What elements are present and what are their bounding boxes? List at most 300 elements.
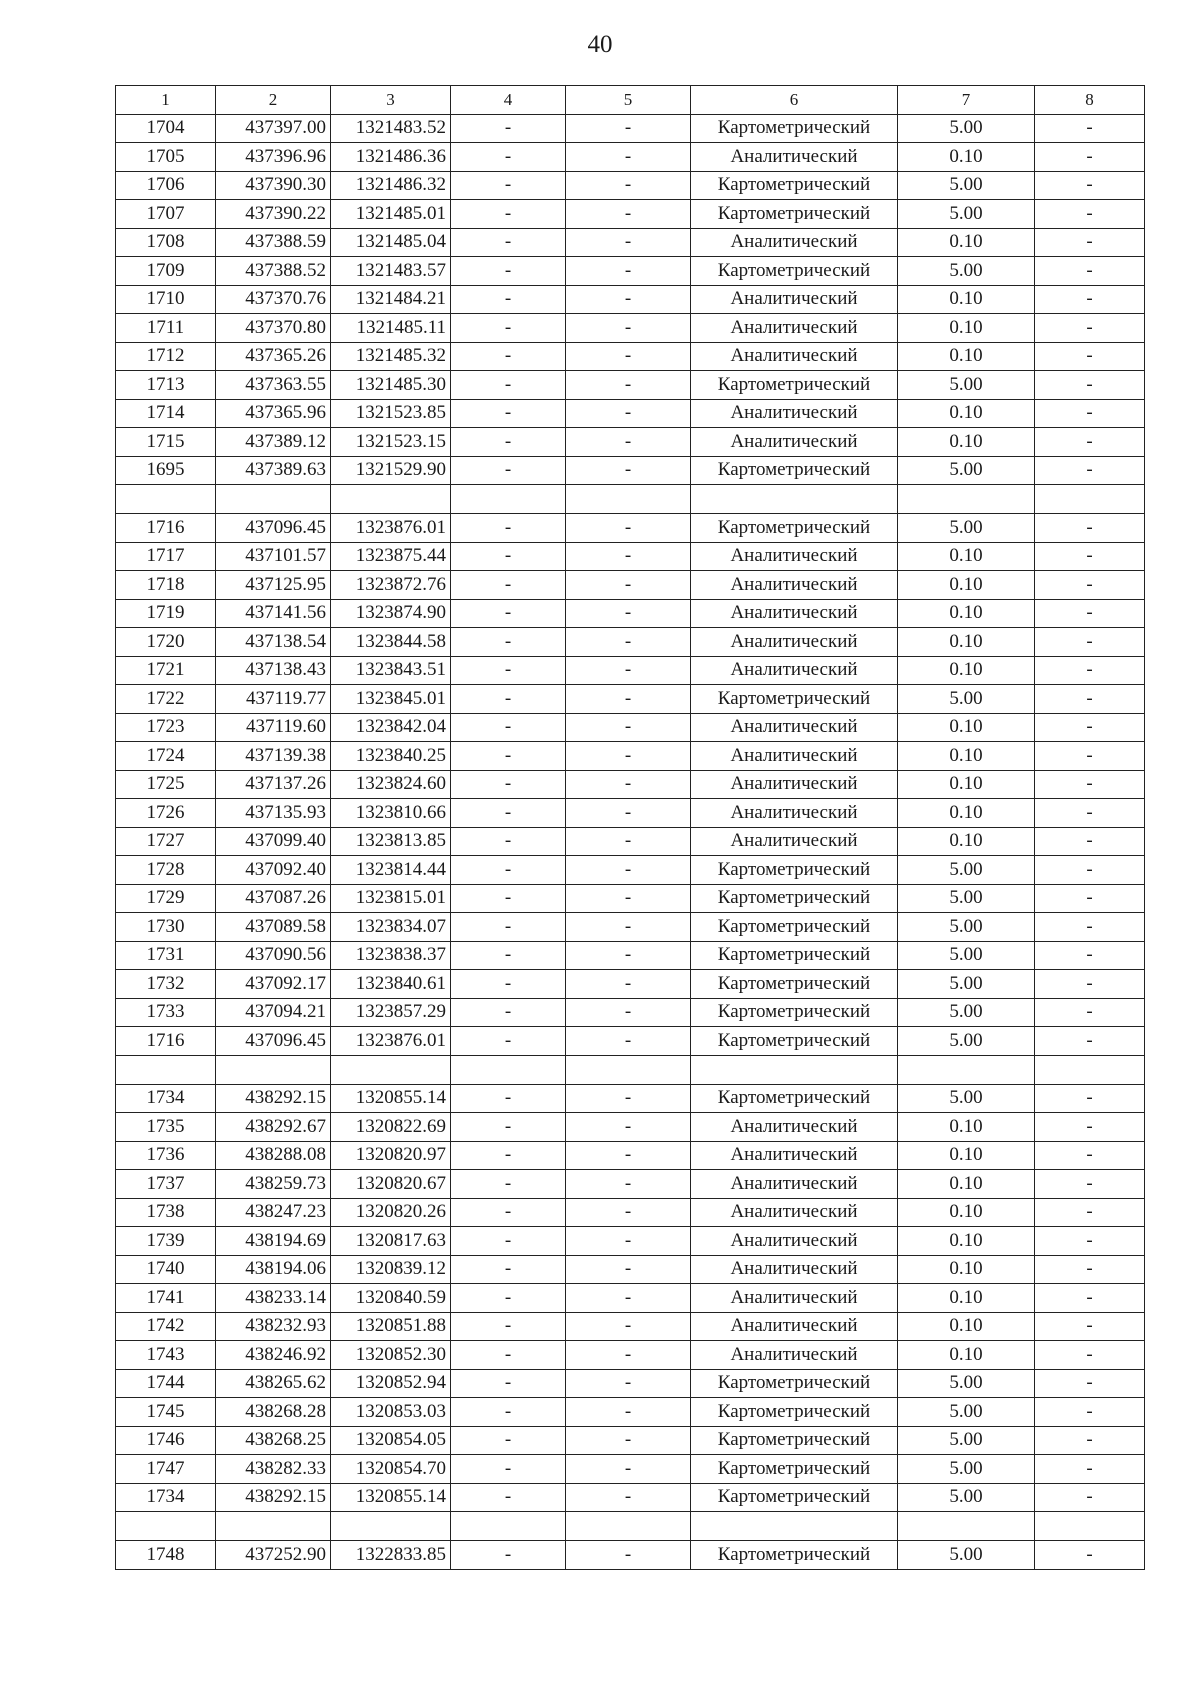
accuracy-cell: 0.10: [898, 571, 1035, 600]
column-8-cell: -: [1035, 200, 1145, 229]
x-coordinate-cell: 438232.93: [216, 1312, 331, 1341]
accuracy-cell: 5.00: [898, 171, 1035, 200]
method-cell: Аналитический: [691, 542, 898, 571]
accuracy-cell: 0.10: [898, 713, 1035, 742]
column-4-cell: -: [451, 1398, 566, 1427]
column-5-cell: -: [566, 656, 691, 685]
point-number-cell: 1737: [116, 1170, 216, 1199]
point-number-cell: 1717: [116, 542, 216, 571]
method-cell: [691, 1512, 898, 1541]
column-4-cell: -: [451, 1084, 566, 1113]
column-4-cell: -: [451, 171, 566, 200]
table-row: [116, 228, 1145, 257]
table-separator-row: [116, 1055, 1145, 1084]
point-number-cell: 1731: [116, 941, 216, 970]
column-5-cell: -: [566, 399, 691, 428]
column-5-cell: -: [566, 1284, 691, 1313]
column-8-cell: -: [1035, 285, 1145, 314]
column-4-cell: -: [451, 1141, 566, 1170]
column-5-cell: -: [566, 114, 691, 143]
table-row: [116, 685, 1145, 714]
accuracy-cell: 5.00: [898, 913, 1035, 942]
column-5-cell: -: [566, 342, 691, 371]
y-coordinate-cell: 1320852.94: [331, 1369, 451, 1398]
column-8-cell: -: [1035, 856, 1145, 885]
method-cell: Аналитический: [691, 285, 898, 314]
table-row: [116, 1141, 1145, 1170]
x-coordinate-cell: 438292.15: [216, 1084, 331, 1113]
column-8-cell: -: [1035, 628, 1145, 657]
point-number-cell: 1716: [116, 1027, 216, 1056]
table-row: [116, 114, 1145, 143]
column-8-cell: -: [1035, 1170, 1145, 1199]
y-coordinate-cell: 1323824.60: [331, 770, 451, 799]
column-4-cell: -: [451, 1170, 566, 1199]
page-number: 40: [587, 31, 613, 58]
column-5-cell: -: [566, 1170, 691, 1199]
point-number-cell: 1733: [116, 998, 216, 1027]
column-5-cell: -: [566, 143, 691, 172]
table-row: [116, 314, 1145, 343]
y-coordinate-cell: 1321485.01: [331, 200, 451, 229]
column-4-cell: -: [451, 827, 566, 856]
table-row: [116, 1227, 1145, 1256]
table-row: [116, 1312, 1145, 1341]
column-8-cell: [1035, 1512, 1145, 1541]
method-cell: Аналитический: [691, 1227, 898, 1256]
y-coordinate-cell: 1320853.03: [331, 1398, 451, 1427]
column-4-cell: -: [451, 143, 566, 172]
point-number-cell: 1734: [116, 1084, 216, 1113]
column-8-cell: -: [1035, 713, 1145, 742]
accuracy-cell: 0.10: [898, 742, 1035, 771]
method-cell: Аналитический: [691, 1341, 898, 1370]
accuracy-cell: 0.10: [898, 342, 1035, 371]
table-body: [116, 114, 1145, 1569]
column-4-cell: -: [451, 1198, 566, 1227]
column-5-cell: -: [566, 884, 691, 913]
column-4-cell: -: [451, 856, 566, 885]
y-coordinate-cell: 1321486.32: [331, 171, 451, 200]
column-8-cell: -: [1035, 1398, 1145, 1427]
method-cell: Аналитический: [691, 1198, 898, 1227]
x-coordinate-cell: 438282.33: [216, 1455, 331, 1484]
y-coordinate-cell: [331, 1055, 451, 1084]
column-8-cell: -: [1035, 542, 1145, 571]
method-cell: Картометрический: [691, 257, 898, 286]
method-cell: Аналитический: [691, 770, 898, 799]
column-4-cell: -: [451, 799, 566, 828]
method-cell: Аналитический: [691, 656, 898, 685]
column-5-cell: -: [566, 1255, 691, 1284]
method-cell: Картометрический: [691, 456, 898, 485]
table-row: [116, 1398, 1145, 1427]
column-4-cell: -: [451, 884, 566, 913]
column-4-cell: -: [451, 913, 566, 942]
column-5-cell: -: [566, 1227, 691, 1256]
accuracy-cell: 0.10: [898, 1255, 1035, 1284]
x-coordinate-cell: 437397.00: [216, 114, 331, 143]
column-4-cell: [451, 1512, 566, 1541]
table-row: [116, 742, 1145, 771]
column-8-cell: -: [1035, 998, 1145, 1027]
point-number-cell: 1705: [116, 143, 216, 172]
column-5-cell: -: [566, 1483, 691, 1512]
accuracy-cell: 0.10: [898, 1284, 1035, 1313]
y-coordinate-cell: 1323842.04: [331, 713, 451, 742]
point-number-cell: 1709: [116, 257, 216, 286]
column-5-cell: -: [566, 1312, 691, 1341]
column-4-cell: -: [451, 114, 566, 143]
x-coordinate-cell: 438292.15: [216, 1483, 331, 1512]
y-coordinate-cell: 1320854.05: [331, 1426, 451, 1455]
x-coordinate-cell: 437138.43: [216, 656, 331, 685]
accuracy-cell: 5.00: [898, 257, 1035, 286]
y-coordinate-cell: 1323815.01: [331, 884, 451, 913]
point-number-cell: 1719: [116, 599, 216, 628]
method-cell: Картометрический: [691, 1027, 898, 1056]
x-coordinate-cell: 437090.56: [216, 941, 331, 970]
x-coordinate-cell: 437096.45: [216, 1027, 331, 1056]
x-coordinate-cell: 437092.17: [216, 970, 331, 999]
column-5-cell: -: [566, 571, 691, 600]
y-coordinate-cell: 1320854.70: [331, 1455, 451, 1484]
y-coordinate-cell: 1320855.14: [331, 1483, 451, 1512]
y-coordinate-cell: 1323874.90: [331, 599, 451, 628]
point-number-cell: 1732: [116, 970, 216, 999]
y-coordinate-cell: 1323876.01: [331, 514, 451, 543]
column-5-cell: -: [566, 1426, 691, 1455]
y-coordinate-cell: 1323872.76: [331, 571, 451, 600]
point-number-cell: 1723: [116, 713, 216, 742]
method-cell: Аналитический: [691, 799, 898, 828]
column-4-cell: -: [451, 1455, 566, 1484]
column-header-2: 2: [216, 86, 331, 115]
column-8-cell: -: [1035, 456, 1145, 485]
accuracy-cell: 5.00: [898, 456, 1035, 485]
column-8-cell: -: [1035, 1426, 1145, 1455]
accuracy-cell: 5.00: [898, 1369, 1035, 1398]
column-5-cell: -: [566, 428, 691, 457]
column-header-7: 7: [898, 86, 1035, 115]
accuracy-cell: 0.10: [898, 399, 1035, 428]
accuracy-cell: 0.10: [898, 827, 1035, 856]
y-coordinate-cell: 1323834.07: [331, 913, 451, 942]
coordinates-table: [115, 85, 1145, 1570]
column-5-cell: -: [566, 970, 691, 999]
table-row: [116, 1027, 1145, 1056]
point-number-cell: 1707: [116, 200, 216, 229]
column-5-cell: -: [566, 1113, 691, 1142]
y-coordinate-cell: 1321529.90: [331, 456, 451, 485]
y-coordinate-cell: 1323876.01: [331, 1027, 451, 1056]
y-coordinate-cell: 1322833.85: [331, 1541, 451, 1570]
table-row: [116, 998, 1145, 1027]
table-row: [116, 1255, 1145, 1284]
accuracy-cell: 0.10: [898, 628, 1035, 657]
column-header-4: 4: [451, 86, 566, 115]
point-number-cell: 1730: [116, 913, 216, 942]
column-8-cell: -: [1035, 656, 1145, 685]
x-coordinate-cell: 437125.95: [216, 571, 331, 600]
method-cell: Аналитический: [691, 1141, 898, 1170]
table-row: [116, 628, 1145, 657]
column-8-cell: -: [1035, 342, 1145, 371]
column-header-3: 3: [331, 86, 451, 115]
x-coordinate-cell: 437092.40: [216, 856, 331, 885]
table-row: [116, 1170, 1145, 1199]
point-number-cell: 1718: [116, 571, 216, 600]
column-5-cell: -: [566, 599, 691, 628]
column-5-cell: -: [566, 1398, 691, 1427]
point-number-cell: 1747: [116, 1455, 216, 1484]
method-cell: Картометрический: [691, 514, 898, 543]
column-5-cell: -: [566, 200, 691, 229]
method-cell: Аналитический: [691, 713, 898, 742]
column-8-cell: -: [1035, 970, 1145, 999]
accuracy-cell: 0.10: [898, 599, 1035, 628]
point-number-cell: 1710: [116, 285, 216, 314]
x-coordinate-cell: 437390.30: [216, 171, 331, 200]
column-5-cell: -: [566, 542, 691, 571]
accuracy-cell: 0.10: [898, 285, 1035, 314]
column-4-cell: [451, 485, 566, 514]
column-8-cell: -: [1035, 599, 1145, 628]
point-number-cell: 1715: [116, 428, 216, 457]
accuracy-cell: 0.10: [898, 799, 1035, 828]
accuracy-cell: 5.00: [898, 1455, 1035, 1484]
column-4-cell: -: [451, 571, 566, 600]
point-number-cell: 1711: [116, 314, 216, 343]
table-row: [116, 428, 1145, 457]
method-cell: Картометрический: [691, 114, 898, 143]
column-5-cell: -: [566, 1027, 691, 1056]
y-coordinate-cell: 1321485.30: [331, 371, 451, 400]
table-row: [116, 200, 1145, 229]
y-coordinate-cell: 1323843.51: [331, 656, 451, 685]
column-4-cell: -: [451, 628, 566, 657]
y-coordinate-cell: 1320817.63: [331, 1227, 451, 1256]
column-8-cell: -: [1035, 941, 1145, 970]
column-8-cell: -: [1035, 514, 1145, 543]
column-4-cell: -: [451, 1312, 566, 1341]
x-coordinate-cell: 438265.62: [216, 1369, 331, 1398]
accuracy-cell: 0.10: [898, 656, 1035, 685]
column-8-cell: -: [1035, 1113, 1145, 1142]
y-coordinate-cell: [331, 485, 451, 514]
accuracy-cell: 0.10: [898, 770, 1035, 799]
y-coordinate-cell: 1320852.30: [331, 1341, 451, 1370]
method-cell: Аналитический: [691, 599, 898, 628]
point-number-cell: 1741: [116, 1284, 216, 1313]
column-8-cell: -: [1035, 685, 1145, 714]
table-row: [116, 599, 1145, 628]
column-4-cell: -: [451, 1341, 566, 1370]
y-coordinate-cell: 1320822.69: [331, 1113, 451, 1142]
x-coordinate-cell: 438247.23: [216, 1198, 331, 1227]
table-header: [116, 86, 1145, 115]
method-cell: Аналитический: [691, 342, 898, 371]
column-8-cell: -: [1035, 827, 1145, 856]
x-coordinate-cell: 437389.12: [216, 428, 331, 457]
x-coordinate-cell: [216, 1512, 331, 1541]
column-5-cell: -: [566, 799, 691, 828]
column-4-cell: -: [451, 514, 566, 543]
point-number-cell: 1744: [116, 1369, 216, 1398]
point-number-cell: 1704: [116, 114, 216, 143]
column-4-cell: -: [451, 742, 566, 771]
table-separator-row: [116, 485, 1145, 514]
column-4-cell: -: [451, 941, 566, 970]
y-coordinate-cell: 1321484.21: [331, 285, 451, 314]
table-row: [116, 571, 1145, 600]
point-number-cell: 1748: [116, 1541, 216, 1570]
method-cell: Картометрический: [691, 1426, 898, 1455]
column-8-cell: -: [1035, 1312, 1145, 1341]
column-5-cell: -: [566, 742, 691, 771]
point-number-cell: 1739: [116, 1227, 216, 1256]
method-cell: Аналитический: [691, 742, 898, 771]
x-coordinate-cell: 437101.57: [216, 542, 331, 571]
column-8-cell: -: [1035, 1284, 1145, 1313]
x-coordinate-cell: 438268.25: [216, 1426, 331, 1455]
y-coordinate-cell: 1323840.61: [331, 970, 451, 999]
point-number-cell: 1706: [116, 171, 216, 200]
accuracy-cell: 5.00: [898, 1027, 1035, 1056]
accuracy-cell: 0.10: [898, 1341, 1035, 1370]
point-number-cell: [116, 1055, 216, 1084]
column-5-cell: -: [566, 628, 691, 657]
column-8-cell: -: [1035, 1455, 1145, 1484]
point-number-cell: 1712: [116, 342, 216, 371]
table-row: [116, 827, 1145, 856]
column-8-cell: -: [1035, 1483, 1145, 1512]
x-coordinate-cell: 437370.80: [216, 314, 331, 343]
column-8-cell: -: [1035, 428, 1145, 457]
method-cell: Аналитический: [691, 428, 898, 457]
method-cell: Картометрический: [691, 371, 898, 400]
y-coordinate-cell: 1320851.88: [331, 1312, 451, 1341]
point-number-cell: 1725: [116, 770, 216, 799]
point-number-cell: 1726: [116, 799, 216, 828]
column-5-cell: -: [566, 1084, 691, 1113]
column-4-cell: -: [451, 257, 566, 286]
column-8-cell: -: [1035, 913, 1145, 942]
accuracy-cell: 0.10: [898, 542, 1035, 571]
column-8-cell: -: [1035, 571, 1145, 600]
y-coordinate-cell: 1320855.14: [331, 1084, 451, 1113]
column-4-cell: -: [451, 228, 566, 257]
method-cell: [691, 1055, 898, 1084]
column-8-cell: -: [1035, 1141, 1145, 1170]
column-5-cell: -: [566, 171, 691, 200]
column-5-cell: -: [566, 1369, 691, 1398]
column-4-cell: -: [451, 1227, 566, 1256]
column-4-cell: -: [451, 970, 566, 999]
column-4-cell: [451, 1055, 566, 1084]
x-coordinate-cell: 437252.90: [216, 1541, 331, 1570]
accuracy-cell: 5.00: [898, 371, 1035, 400]
x-coordinate-cell: 437099.40: [216, 827, 331, 856]
point-number-cell: 1722: [116, 685, 216, 714]
method-cell: Картометрический: [691, 1541, 898, 1570]
point-number-cell: 1742: [116, 1312, 216, 1341]
column-5-cell: -: [566, 371, 691, 400]
table-row: [116, 656, 1145, 685]
column-4-cell: -: [451, 314, 566, 343]
column-5-cell: -: [566, 770, 691, 799]
point-number-cell: 1720: [116, 628, 216, 657]
column-5-cell: [566, 1055, 691, 1084]
method-cell: Аналитический: [691, 228, 898, 257]
x-coordinate-cell: 437396.96: [216, 143, 331, 172]
method-cell: Картометрический: [691, 998, 898, 1027]
column-4-cell: -: [451, 285, 566, 314]
x-coordinate-cell: 437135.93: [216, 799, 331, 828]
y-coordinate-cell: 1323844.58: [331, 628, 451, 657]
column-8-cell: -: [1035, 1541, 1145, 1570]
method-cell: [691, 485, 898, 514]
method-cell: Аналитический: [691, 143, 898, 172]
column-4-cell: -: [451, 1483, 566, 1512]
point-number-cell: 1734: [116, 1483, 216, 1512]
column-5-cell: -: [566, 314, 691, 343]
table-row: [116, 941, 1145, 970]
point-number-cell: 1729: [116, 884, 216, 913]
column-8-cell: -: [1035, 1341, 1145, 1370]
method-cell: Аналитический: [691, 1312, 898, 1341]
accuracy-cell: 0.10: [898, 1170, 1035, 1199]
point-number-cell: 1714: [116, 399, 216, 428]
column-8-cell: -: [1035, 884, 1145, 913]
point-number-cell: 1721: [116, 656, 216, 685]
table-row: [116, 171, 1145, 200]
column-8-cell: -: [1035, 399, 1145, 428]
x-coordinate-cell: 437089.58: [216, 913, 331, 942]
method-cell: Картометрический: [691, 1398, 898, 1427]
table-separator-row: [116, 1512, 1145, 1541]
point-number-cell: 1724: [116, 742, 216, 771]
method-cell: Аналитический: [691, 827, 898, 856]
accuracy-cell: 5.00: [898, 200, 1035, 229]
accuracy-cell: 5.00: [898, 970, 1035, 999]
column-4-cell: -: [451, 770, 566, 799]
column-5-cell: [566, 485, 691, 514]
x-coordinate-cell: 437139.38: [216, 742, 331, 771]
x-coordinate-cell: 437119.77: [216, 685, 331, 714]
table-row: [116, 1113, 1145, 1142]
accuracy-cell: 5.00: [898, 114, 1035, 143]
x-coordinate-cell: 437389.63: [216, 456, 331, 485]
column-8-cell: -: [1035, 257, 1145, 286]
x-coordinate-cell: [216, 485, 331, 514]
x-coordinate-cell: 437137.26: [216, 770, 331, 799]
x-coordinate-cell: 437094.21: [216, 998, 331, 1027]
method-cell: Аналитический: [691, 1284, 898, 1313]
point-number-cell: 1735: [116, 1113, 216, 1142]
column-5-cell: -: [566, 1141, 691, 1170]
point-number-cell: 1745: [116, 1398, 216, 1427]
accuracy-cell: 5.00: [898, 884, 1035, 913]
x-coordinate-cell: 437365.26: [216, 342, 331, 371]
x-coordinate-cell: 437388.59: [216, 228, 331, 257]
x-coordinate-cell: 438246.92: [216, 1341, 331, 1370]
point-number-cell: [116, 485, 216, 514]
column-5-cell: -: [566, 285, 691, 314]
column-8-cell: -: [1035, 799, 1145, 828]
column-4-cell: -: [451, 456, 566, 485]
accuracy-cell: 0.10: [898, 1141, 1035, 1170]
